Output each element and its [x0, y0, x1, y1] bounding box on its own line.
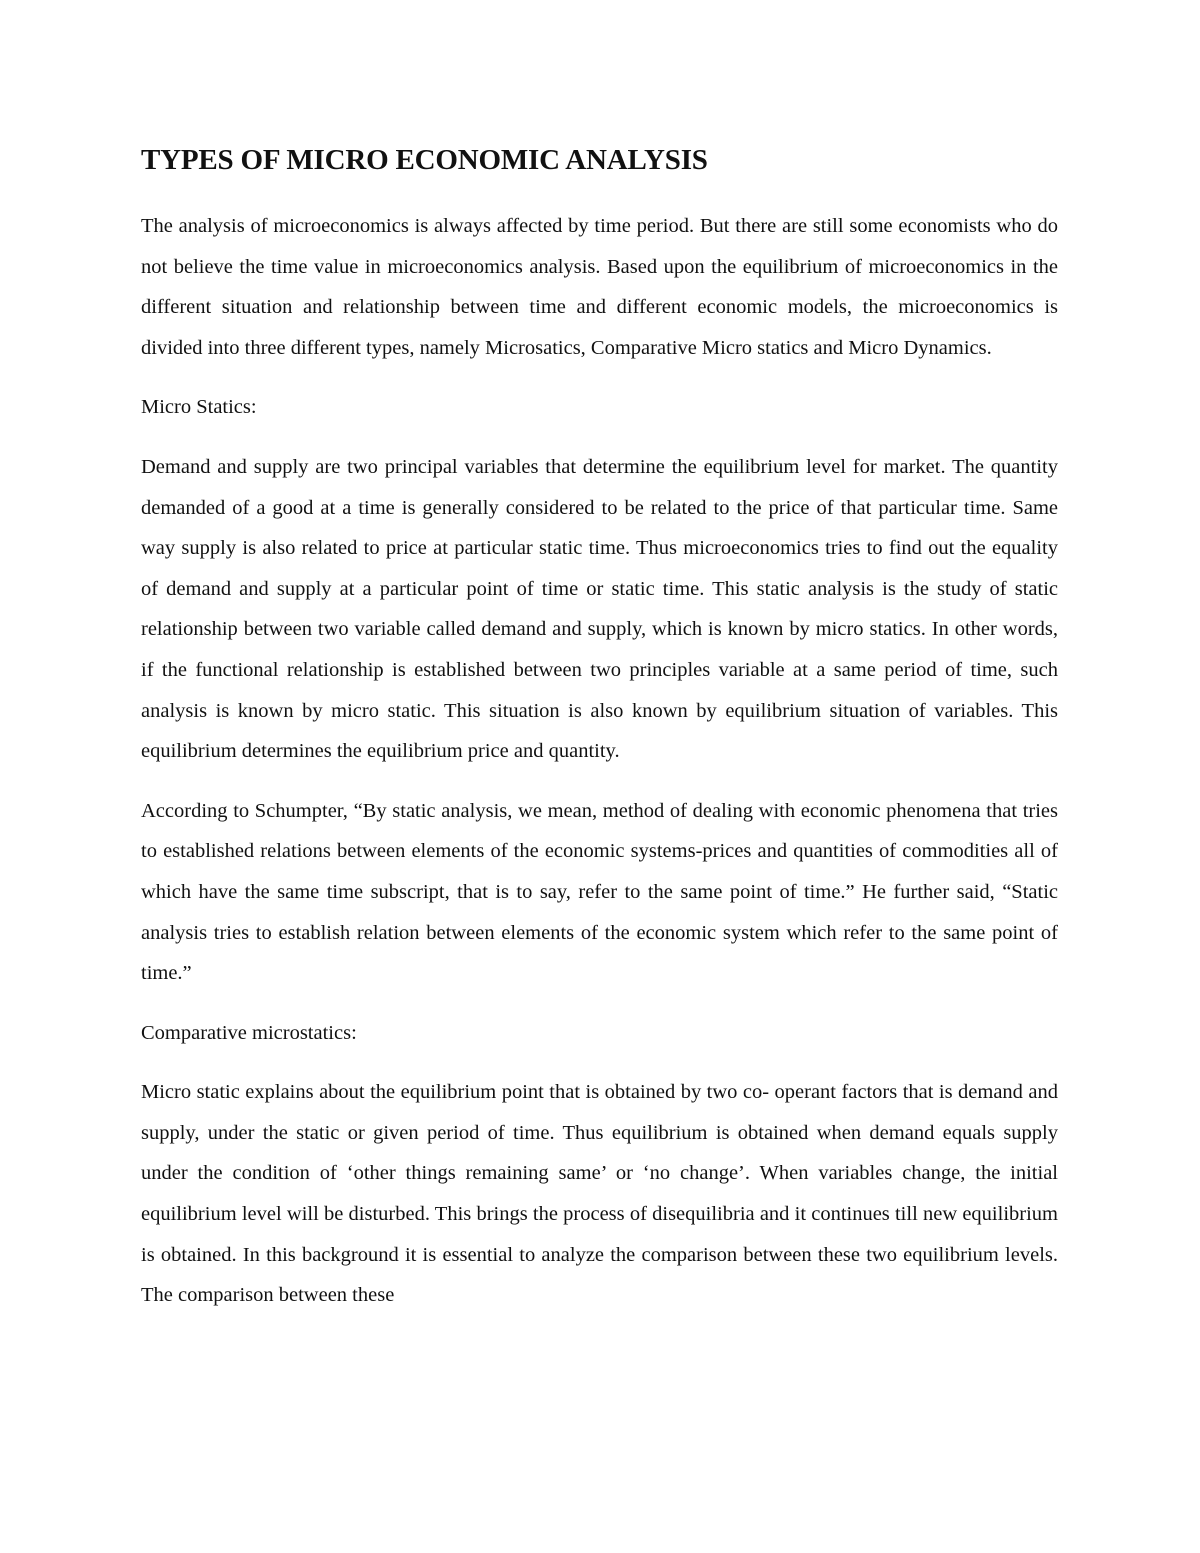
document-page [141, 140, 1058, 1335]
section-heading-micro-statics: Micro Statics: [141, 396, 257, 419]
document-title: TYPES OF MICRO ECONOMIC ANALYSIS [141, 144, 708, 176]
schumpeter-quote-paragraph: According to Schumpter, “By static analysis, we mean, method of dealing with economic phenomena that tries to established relations between elements of the economic systems-prices and quantities of commodities all of which have the same time subscript, that is to say, refer to the same point of time.” He further said, “Static analysis tries to establish relation between elements of the economic system which refer to the same point of time.” [141, 799, 1058, 985]
intro-paragraph: The analysis of microeconomics is always affected by time period. But there are still some economists who do not believe the time value in microeconomics analysis. Based upon the equilibrium of microeconomics in the different situation and relationship between time and different economic models, the microeconomics is divided into three different types, namely Microsatics, Comparative Micro statics and Micro Dynamics. [141, 215, 1058, 359]
section-heading-comparative-microstatics: Comparative microstatics: [141, 1021, 357, 1044]
comparative-microstatics-paragraph: Micro static explains about the equilibrium point that is obtained by two co- operant factors that is demand and supply, under the static or given period of time. Thus equilibrium is obtained when demand equals supply under the condition of ‘other things remaining same’ or ‘no change’. When variables change, the initial equilibrium level will be disturbed. This brings the process of disequilibria and it continues till new equilibrium is obtained. In this background it is essential to analyze the comparison between these two equilibrium levels. The comparison between these [141, 1081, 1058, 1307]
micro-statics-paragraph: Demand and supply are two principal variables that determine the equilibrium level for market. The quantity demanded of a good at a time is generally considered to be related to the price of that particular time. Same way supply is also related to price at particular static time. Thus microeconomics tries to find out the equality of demand and supply at a particular point of time or static time. This static analysis is the study of static relationship between two variable called demand and supply, which is known by micro statics. In other words, if the functional relationship is established between two principles variable at a same period of time, such analysis is known by micro static. This situation is also known by equilibrium situation of variables. This equilibrium determines the equilibrium price and quantity. [141, 455, 1058, 763]
